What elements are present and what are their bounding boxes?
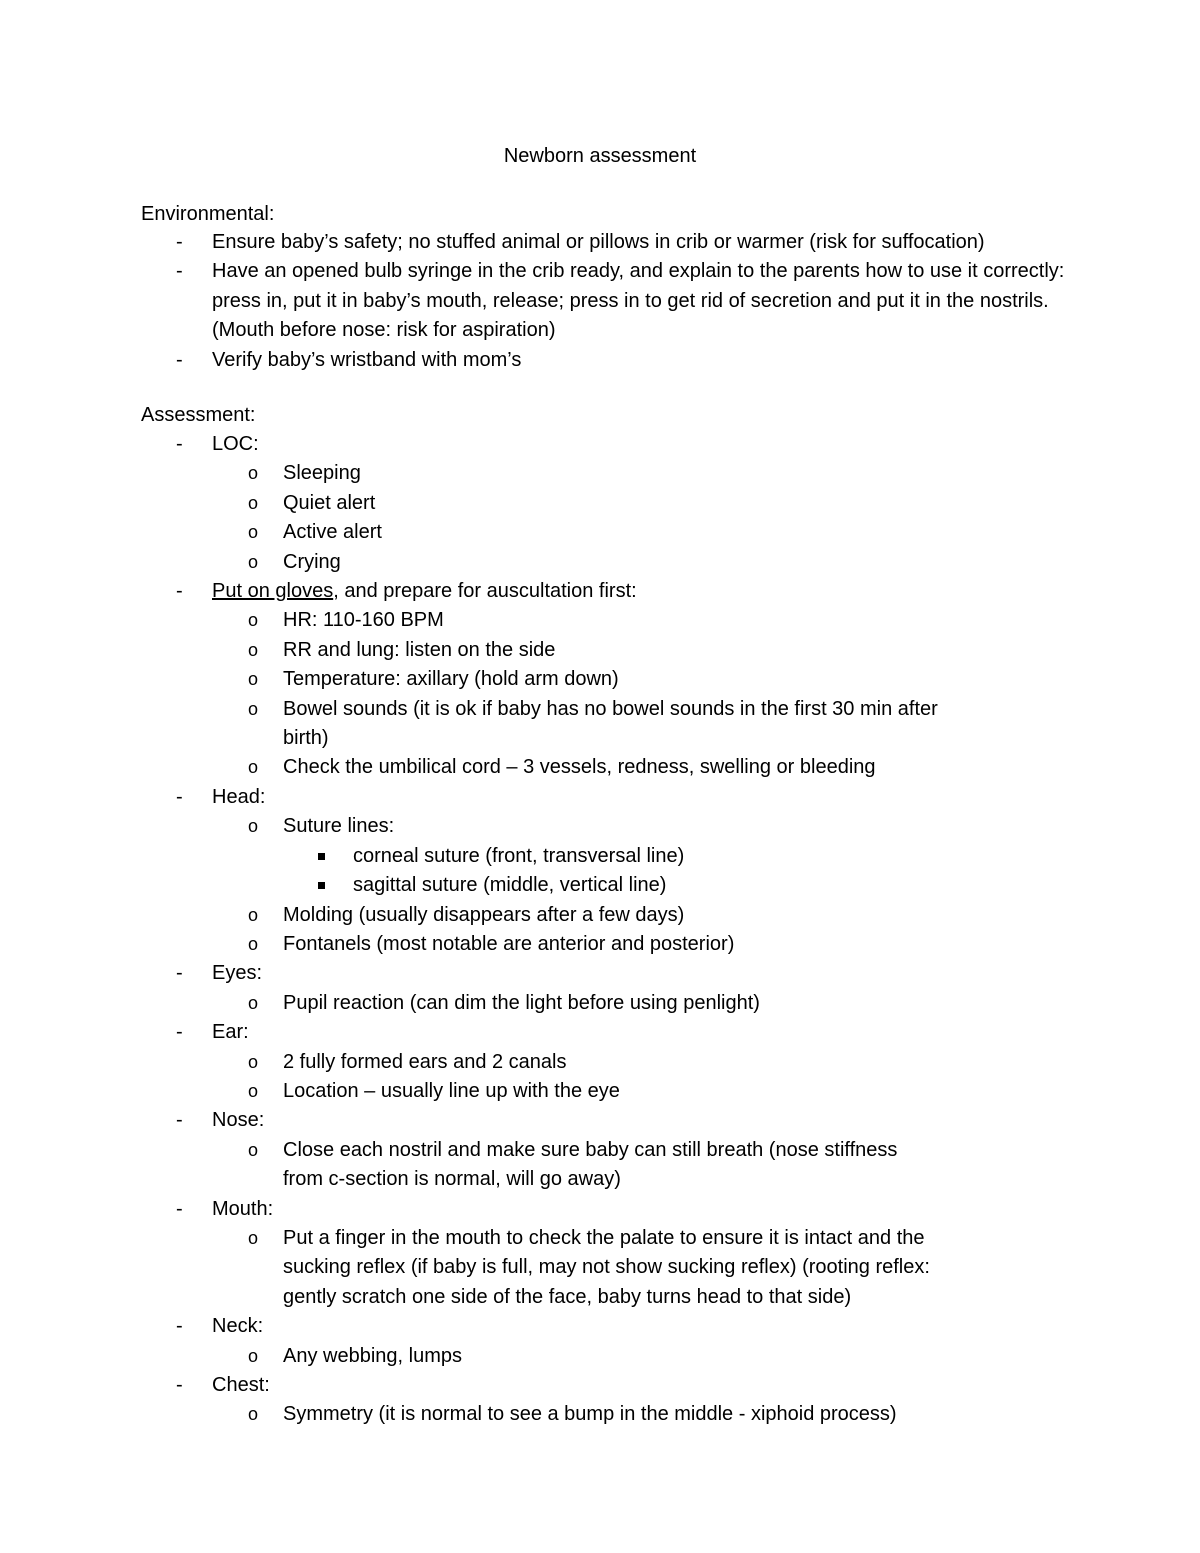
sub-item-text: Location – usually line up with the eye — [283, 1079, 620, 1102]
circle-bullet: o — [248, 1051, 259, 1072]
list-item-ear — [0, 1018, 1200, 1106]
list-item — [0, 346, 1200, 375]
sub-list — [212, 1224, 1070, 1312]
sub-item — [0, 1342, 1070, 1371]
circle-bullet: o — [248, 610, 259, 631]
circle-bullet: o — [248, 933, 259, 954]
circle-bullet: o — [248, 1404, 259, 1425]
item-text: , and prepare for auscultation first: — [333, 580, 637, 603]
circle-bullet: o — [248, 698, 259, 719]
item-label: LOC: — [212, 433, 259, 455]
circle-bullet: o — [248, 639, 259, 660]
sub-list — [212, 1400, 1070, 1429]
dash-bullet: - — [176, 231, 183, 253]
sub-item — [0, 1224, 1070, 1312]
circle-bullet: o — [248, 492, 259, 513]
sub-list — [212, 812, 1070, 959]
sub-list — [212, 989, 1070, 1018]
list-item-head — [0, 783, 1200, 959]
underlined-text: Put on gloves — [212, 580, 334, 603]
list-item — [0, 228, 1200, 257]
sub-item — [0, 518, 1070, 547]
circle-bullet: o — [248, 816, 259, 837]
list-item-neck — [0, 1312, 1200, 1371]
list-item-nose — [0, 1106, 1200, 1194]
circle-bullet: o — [248, 904, 259, 925]
sub-list — [212, 459, 1070, 577]
sub-list — [212, 1048, 1070, 1107]
list-item-gloves — [0, 577, 1200, 783]
sub-item — [0, 1048, 1070, 1077]
list-item — [0, 257, 1200, 345]
circle-bullet: o — [248, 522, 259, 543]
sub-item-text: Put a finger in the mouth to check the palate to ensure it is intact and the sucking reflex (if baby is full, may not show sucking reflex) (rooting reflex: gently scratch one side of the face, baby turns head to that side) — [283, 1226, 930, 1308]
sub-sub-item — [0, 842, 940, 871]
sub-sub-item — [0, 871, 940, 900]
sub-list — [212, 606, 1070, 782]
dash-bullet: - — [176, 1109, 183, 1132]
sub-item — [0, 459, 1070, 488]
sub-item-text: 2 fully formed ears and 2 canals — [283, 1050, 567, 1073]
dash-bullet: - — [176, 433, 183, 455]
sub-item — [0, 753, 1070, 782]
circle-bullet: o — [248, 757, 259, 778]
item-label: Head: — [212, 785, 266, 808]
item-text: Verify baby’s wristband with mom’s — [212, 348, 522, 371]
sub-item — [0, 489, 1070, 518]
list-item-loc — [0, 430, 1200, 577]
circle-bullet: o — [248, 992, 259, 1013]
sub-item-text: Molding (usually disappears after a few days) — [283, 903, 685, 926]
list-item-mouth — [0, 1195, 1200, 1313]
circle-bullet: o — [248, 669, 259, 690]
dash-bullet: - — [176, 1197, 183, 1220]
square-bullet — [318, 853, 325, 860]
page-title: Newborn assessment — [503, 145, 697, 167]
circle-bullet: o — [248, 463, 259, 484]
sub-item-text: Active alert — [283, 521, 382, 544]
dash-bullet: - — [176, 785, 183, 808]
sub-item — [0, 1136, 1070, 1195]
square-bullet — [318, 882, 325, 889]
sub-list — [212, 1136, 1070, 1195]
circle-bullet: o — [248, 551, 259, 572]
item-label: Nose: — [212, 1109, 265, 1132]
sub-item — [0, 901, 1070, 930]
item-label: Neck: — [212, 1315, 264, 1338]
sub-item — [0, 695, 1070, 754]
dash-bullet: - — [176, 1021, 183, 1044]
sub-list — [212, 1342, 1070, 1371]
sub-item — [0, 606, 1070, 635]
sub-item-text: Fontanels (most notable are anterior and posterior) — [283, 932, 735, 955]
circle-bullet: o — [248, 1227, 259, 1248]
sub-item — [0, 665, 1070, 694]
item-label: Eyes: — [212, 962, 263, 985]
sub-sub-list — [283, 842, 940, 901]
dash-bullet: - — [176, 1374, 183, 1396]
item-label: Mouth: — [212, 1197, 274, 1220]
sub-item-text: Suture lines: — [283, 815, 395, 838]
circle-bullet: o — [248, 1139, 259, 1160]
sub-item-text: Quiet alert — [283, 491, 376, 514]
sub-item — [0, 812, 1070, 900]
circle-bullet: o — [248, 1345, 259, 1366]
sub-item-text: Sleeping — [283, 462, 361, 485]
list-item-eyes — [0, 959, 1200, 1018]
item-label: Ear: — [212, 1021, 249, 1044]
sub-item-text: HR: 110-160 BPM — [283, 609, 444, 632]
dash-bullet: - — [176, 580, 183, 603]
sub-item-text: Any webbing, lumps — [283, 1344, 462, 1367]
environmental-heading: Environmental: — [141, 203, 275, 225]
circle-bullet: o — [248, 1080, 259, 1101]
sub-item-text: Symmetry (it is normal to see a bump in the middle - xiphoid process) — [283, 1403, 897, 1426]
dash-bullet: - — [176, 1315, 183, 1338]
dash-bullet: - — [176, 348, 183, 371]
assessment-heading: Assessment: — [141, 404, 256, 426]
sub-item-text: Crying — [283, 550, 341, 573]
assessment-list — [0, 430, 1200, 1430]
item-text: Ensure baby’s safety; no stuffed animal or pillows in crib or warmer (risk for suffocation) — [212, 231, 985, 253]
item-text: Have an opened bulb syringe in the crib ready, and explain to the parents how to use it correctly: press in, put it in baby’s mouth, release; press in to get rid of secretion and put it in the nostrils. (Mouth before nose: risk for aspiration) — [212, 260, 1065, 342]
sub-item — [0, 636, 1070, 665]
sub-sub-item-text: corneal suture (front, transversal line) — [353, 844, 685, 867]
sub-item — [0, 548, 1070, 577]
sub-item-text: Temperature: axillary (hold arm down) — [283, 668, 619, 691]
sub-item-text: Check the umbilical cord – 3 vessels, redness, swelling or bleeding — [283, 756, 876, 779]
sub-item — [0, 1400, 1070, 1429]
dash-bullet: - — [176, 260, 183, 283]
sub-item-text: RR and lung: listen on the side — [283, 638, 556, 661]
sub-item-text: Close each nostril and make sure baby can still breath (nose stiffness from c-section is normal, will go away) — [283, 1138, 898, 1191]
sub-item — [0, 989, 1070, 1018]
sub-item — [0, 930, 1070, 959]
sub-item-text: Bowel sounds (it is ok if baby has no bowel sounds in the first 30 min after birth) — [283, 697, 938, 750]
sub-item-text: Pupil reaction (can dim the light before using penlight) — [283, 991, 760, 1014]
sub-sub-item-text: sagittal suture (middle, vertical line) — [353, 874, 667, 897]
environmental-list — [0, 228, 1200, 375]
dash-bullet: - — [176, 962, 183, 985]
sub-item — [0, 1077, 1070, 1106]
list-item-chest — [0, 1371, 1200, 1430]
item-label: Chest: — [212, 1374, 270, 1396]
